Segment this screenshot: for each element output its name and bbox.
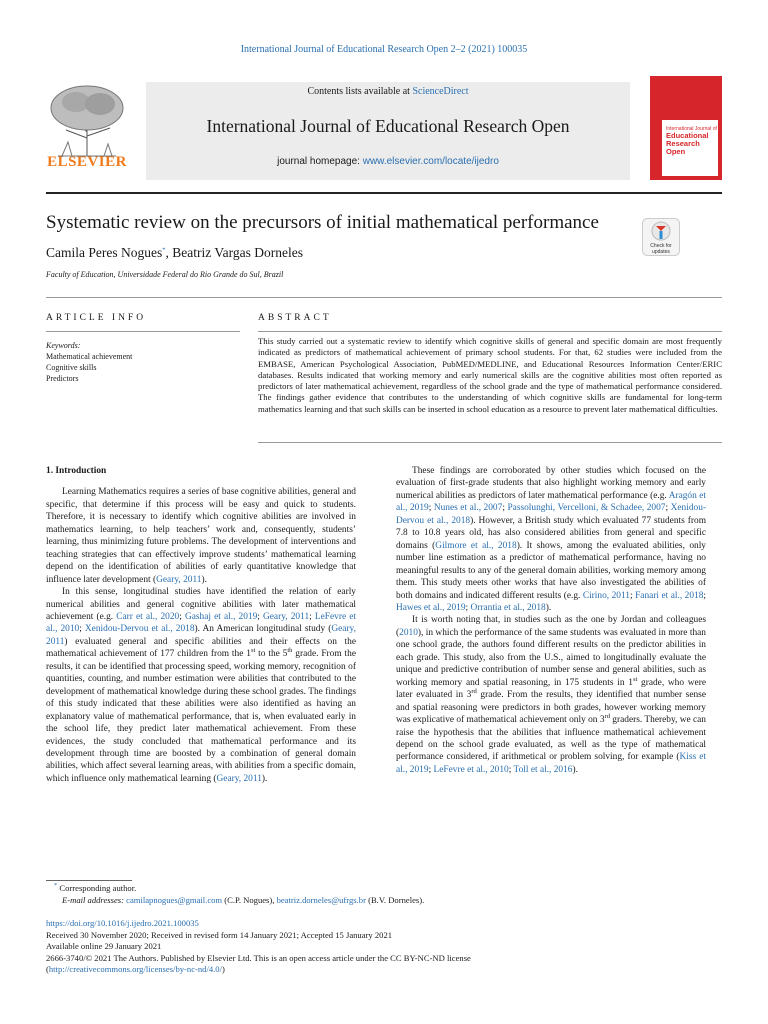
email-label: E-mail addresses: (62, 894, 127, 905)
citation-link[interactable]: Cirino, 2011 (582, 590, 630, 601)
citation-link[interactable]: Orrantia et al., 2018 (470, 602, 546, 613)
text-run: grade. From the results, it can be identified that processing speed, working memory, recognition of quantities, counting, and number estimation were abilities that contributed to the development of mathematical knowledge during these school grades. The findings of this study indicated that these abilities were also identified as having an explanatory value of mathematical performance, that is, when evaluated early in the school life, they predict later mathematical achievement. From these evidences, the study concluded that mathematical performance and its development through time are boosted by a combination of general domain abilities, which affect several learning areas, with abilities from a specific domain, which influence only mathematical learning ( (46, 649, 356, 784)
body-paragraph: In this sense, longitudinal studies have identified the relation of early numerical abilities and general cognitive abilities with later mathematical achievement (e.g. Carr et al., 2020; Gashaj et al., 2019; Geary, 2011; LeFevre et al., 2010; Xenidou-Dervou et al., 2018). An American longitudinal study (Geary, 2011) evaluated general and specific abilities and their effects on the mathematical achievement of 177 children from the 1st to the 5th grade. From the results, it can be identified that processing speed, working memory, recognition of quantities, counting, and number estimation were abilities that contributed to the development of mathematical knowledge during these school grades. The findings of this study indicated that these abilities were also identified as having an explanatory value of mathematical performance, that is, when evaluated early in the school life, they predict later mathematical achievement. From these evidences, the study concluded that mathematical performance and its development through time are boosted by a combination of general domain abilities, which affect several learning areas, with abilities from a specific domain, which influence only mathematical learning (Geary, 2011). (46, 587, 356, 784)
email-link[interactable]: camilapnogues@gmail.com (126, 894, 223, 905)
text-run: ) evaluated general and specific abilities and their effects on the mathematical achievement of 177 children from the 1 (46, 636, 356, 660)
cover-panel (662, 120, 718, 176)
text-run: to the 5 (255, 649, 288, 660)
superscript: th (287, 647, 293, 655)
section-rule (46, 297, 722, 298)
text-run: ). (201, 574, 207, 585)
text-run: (B.V. Dorneles). (365, 894, 425, 905)
footnote-mark: * (54, 882, 58, 890)
text-run: ), in which the performance of the same students was evaluated in more than one school grade, the authors found different results on the predictor abilities in each grade. This study, also from the U.S., aimed to longitudinally evaluate the unique and predictive contribution of number sense and general abilities, such as working memory and spatial reasoning, in 175 students in 1 (396, 627, 706, 688)
cover-line: Educational (666, 131, 709, 140)
section-rule (258, 442, 722, 443)
superscript: rd (471, 688, 477, 696)
text-run: graders. Thereby, we can raise the hypothesis that the abilities that influence mathematical achievement depend on the school grade evaluated, as well as the type of mathematical performance considered, if arithmetical or problem solving, for example ( (396, 715, 706, 763)
body-column-right (396, 465, 706, 776)
citation-link[interactable]: Gilmore et al., 2018 (435, 540, 517, 551)
citation-link[interactable]: Passolunghi, Vercelloni, & Schadee, 2007 (507, 503, 666, 514)
email-link[interactable]: beatriz.dorneles@ufrgs.br (276, 894, 366, 905)
homepage-link[interactable]: www.elsevier.com/locate/ijedro (362, 156, 499, 167)
body-paragraph (46, 486, 356, 586)
available-online: Available online 29 January 2021 (46, 941, 162, 951)
check-for-updates-badge[interactable] (642, 218, 680, 256)
citation-link[interactable]: Xenidou-Dervou et al., 2018 (84, 624, 195, 635)
superscript: rd (604, 712, 610, 720)
text-run: ). An American longitudinal study ( (194, 624, 332, 635)
cover-line: International Journal of (666, 126, 717, 132)
author-list (46, 245, 303, 261)
text-run: ). However, a British study which evaluated 77 students from 7.8 to 10.8 years old, has also considered abilities from general and specific domains ( (396, 515, 706, 551)
article-title: Systematic review on the precursors of initial mathematical performance (46, 212, 599, 233)
text-run: grade. From the results, they identified that number sense and spatial reasoning were predictors in both grades, however working memory was explicative of mathematical achievement only on 3 (396, 690, 706, 726)
cover-text (666, 126, 717, 156)
text-run: In this sense, longitudinal studies have identified the relation of early numerical abilities and general cognitive abilities with later mathematical achievement (e.g. (46, 587, 356, 622)
text-run: These findings are corroborated by other studies which focused on the evaluation of first-grade students that also highlight working memory and early numerical abilities as predictors of later mathematical performance (e.g. (396, 466, 706, 501)
abstract-heading: ABSTRACT (258, 313, 332, 323)
header-rule (46, 192, 722, 194)
section-rule (258, 331, 722, 332)
footnotes (46, 883, 424, 906)
doi-link[interactable]: https://doi.org/10.1016/j.ijedro.2021.100035 (46, 918, 199, 928)
body-column-left (46, 465, 356, 785)
license-line (46, 964, 722, 976)
text-run: It is worth noting that, in studies such as the one by Jordan and colleagues ( (396, 615, 706, 638)
footnote-rule (46, 880, 132, 881)
sciencedirect-link[interactable]: ScienceDirect (412, 86, 469, 97)
citation-link[interactable]: LeFevre et al., 2010 (46, 611, 356, 635)
citation-link[interactable]: Aragón et al., 2019 (396, 490, 706, 514)
body-paragraph: It is worth noting that, in studies such as the one by Jordan and colleagues (2010), in which the performance of the same students was evaluated in more than one school grade, the authors found different results on the predictor abilities in each grade. This study, also from the U.S., aimed to longitudinally evaluate the unique and predictive contribution of number sense and general abilities, such as working memory and spatial reasoning, in 175 students in 1st grade, who were later evaluated in 3rd grade. From the results, they identified that number sense and spatial reasoning were predictors in both grades, however working memory was explicative of mathematical achievement only on 3rd graders. Thereby, we can raise the hypothesis that the abilities that influence mathematical achievement depend on the school grade evaluated, as well as the type of mathematical performance considered, if arithmetical or problem solving, for example (Kiss et al., 2019; LeFevre et al., 2010; Toll et al., 2016). (396, 615, 706, 775)
section-heading: 1. Introduction (46, 466, 107, 476)
homepage-prefix: journal homepage: (277, 156, 363, 167)
superscript: st (250, 647, 256, 655)
citation-link[interactable]: Hawes et al., 2019 (396, 602, 466, 613)
email-note (46, 895, 424, 907)
text-run: (C.P. Nogues), (222, 894, 277, 905)
author-name: Camila Peres Nogues (46, 245, 163, 260)
citation-link[interactable]: Fanari et al., 2018 (635, 590, 704, 601)
contents-line (146, 86, 630, 97)
received-dates: Received 30 November 2020; Received in revised form 14 January 2021; Accepted 15 January 2021 (46, 929, 393, 940)
citation-link[interactable]: Gashaj et al., 2019 (184, 611, 258, 622)
citation-link[interactable]: Toll et al., 2016 (513, 764, 573, 775)
crossmark-icon (642, 218, 680, 256)
section-rule (46, 331, 240, 332)
citation-link[interactable]: LeFevre et al., 2010 (433, 764, 509, 775)
journal-banner (146, 82, 630, 180)
text-run: ). (572, 764, 578, 775)
superscript: st (632, 675, 638, 683)
text-run: ). It shows, among the evaluated abilities, only number line estimation as a predictor of mathematical performance, having no meaningful results to any of the general domain abilities, working memory among them. This study meets other works that have also investigated the abilities of both domains and indicated different results (e.g. (396, 540, 706, 601)
author-separator: , (165, 245, 173, 260)
corresponding-mark[interactable]: * (162, 246, 166, 254)
body-paragraph: These findings are corroborated by other studies which focused on the evaluation of first-grade students that also highlight working memory and early numerical abilities as predictors of later mathematical performance (e.g. Aragón et al., 2019; Nunes et al., 2007; Passolunghi, Vercelloni, & Schadee, 2007; Xenidou-Dervou et al., 2018). However, a British study which evaluated 77 students from 7.8 to 10.8 years old, has also considered abilities from general and specific domains (Gilmore et al., 2018). It shows, among the evaluated abilities, only number line estimation as a predictor of mathematical performance, having no meaningful results to any of the general domain abilities, working memory among them. This study meets other works that have also investigated the abilities of both domains and indicated different results (e.g. Cirino, 2011; Fanari et al., 2018; Hawes et al., 2019; Orrantia et al., 2018). (396, 466, 707, 613)
elsevier-wordmark: ELSEVIER (47, 154, 127, 170)
copyright: 2666-3740/© 2021 The Authors. Published by Elsevier Ltd. This is an open access article under the CC BY-NC-ND license (46, 952, 471, 963)
journal-cover-thumbnail[interactable] (650, 76, 722, 180)
homepage-line (146, 156, 630, 167)
keywords-label: Keywords: (46, 341, 81, 350)
text-run: Learning Mathematics requires a series of base cognitive abilities, general and specific, that determine if this process will be easy and quick to students. Therefore, it is necessary to identify which cognitive abilities are involved in mathematics learning, to help teachers’ work and, consequently, students’ learning, thus minimizing future problems. The development of interventions and teaching strategies that can effectively improve students’ mathematical learning depend on the identification of abilities of early quantitative knowledge that influence later development ( (46, 487, 356, 585)
citation-link[interactable]: Carr et al., 2020 (116, 611, 180, 622)
citation-link[interactable]: Geary, 2011 (46, 624, 356, 647)
corresponding-note (46, 883, 424, 895)
citation-link[interactable]: Geary, 2011 (216, 773, 262, 784)
journal-citation[interactable]: International Journal of Educational Research Open 2–2 (2021) 100035 (240, 44, 528, 55)
crossmark-label: Check for (650, 243, 672, 249)
text-run: ). (545, 602, 552, 613)
keyword: Cognitive skills (46, 363, 97, 372)
license-link[interactable]: http://creativecommons.org/licenses/by-nc-nd/4.0/ (48, 964, 222, 974)
contents-prefix: Contents lists available at (307, 86, 413, 97)
article-footer (46, 918, 722, 976)
text-run: Corresponding author. (57, 883, 137, 893)
keyword: Mathematical achievement (46, 352, 133, 361)
text-run: grade, who were later evaluated in 3 (396, 677, 706, 701)
keyword: Predictors (46, 374, 79, 383)
text-run: ) (221, 964, 225, 974)
text-run: ( (46, 964, 49, 974)
keywords-block (46, 340, 132, 384)
abstract-text: This study carried out a systematic review to identify which cognitive skills of general and specific domain are most frequently indicated as predictors of mathematical achievement of primary school students. For that, 62 studies were included from the EMBASE, American Psychological Association, PubMED/MEDLINE, and Educational Resources Information Center/ERIC databases. Results indicated that working memory and early numerical skills are the cognitive abilities most often reported as predictors of later mathematical achievement, regardless of the school grade and the type of mathematical performance considered. The findings gather evidence that contributes to the understanding of which cognitive skills are fundamental for long-term mathematics learning and that such skills can be inserted in school education as a resource to prevent later mathematical difficulties. (258, 336, 722, 414)
cover-line: Open (666, 147, 686, 156)
citation-link[interactable]: Geary, 2011 (156, 574, 202, 585)
citation-link[interactable]: 2010 (399, 627, 418, 638)
citation-link[interactable]: Kiss et al., 2019 (396, 752, 706, 775)
journal-header (46, 76, 722, 184)
author-name: Beatriz Vargas Dorneles (172, 245, 303, 260)
crossmark-label: updates (652, 249, 670, 255)
citation-link[interactable]: Geary, 2011 (263, 611, 310, 622)
cover-line: Research (666, 139, 700, 148)
citation-link[interactable]: Xenidou-Dervou et al., 2018 (396, 503, 707, 526)
text-run: ). (261, 773, 268, 784)
citation-link[interactable]: Nunes et al., 2007 (433, 503, 503, 514)
affiliation: Faculty of Education, Universidade Federal do Rio Grande do Sul, Brazil (46, 270, 284, 279)
journal-title: International Journal of Educational Research Open (206, 116, 570, 136)
article-info-heading: ARTICLE INFO (46, 313, 147, 323)
